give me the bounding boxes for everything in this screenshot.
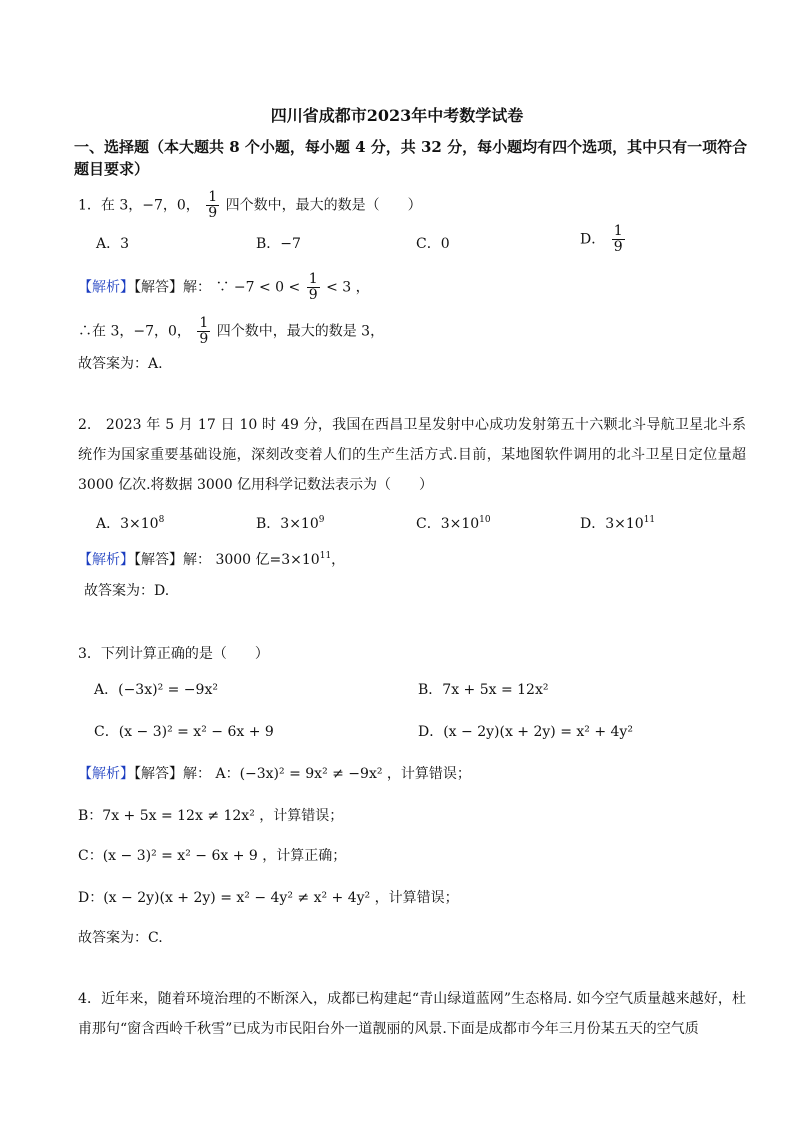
jieda-tag: 【解答】解： [134, 279, 211, 296]
opt-label: D． [580, 516, 606, 532]
q1-solution-line2 [78, 316, 384, 347]
jieda-tag: 【解答】解： [134, 766, 211, 782]
q3-sol-line-a: A：(−3x)² = 9x² ≠ −9x² ，计算错误； [215, 766, 471, 782]
frac-num: 1 [208, 189, 218, 205]
opt-base: 3×10 [280, 516, 319, 532]
q2-sol-tail: ， [331, 552, 346, 568]
q3-sol-line-d: D：(x − 2y)(x + 2y) = x² − 4y² ≠ x² + 4y² ，计算错误； [78, 890, 459, 906]
q3-sol-line-c: C：(x − 3)² = x² − 6x + 9 ，计算正确； [78, 848, 347, 864]
q1-sol-line2-pre: ∴在 3，−7，0， [78, 323, 191, 340]
q3-option-d: D．(x − 2y)(x + 2y) = x² + 4y² [418, 724, 633, 740]
q1-sol-fraction-2 [197, 316, 210, 347]
opt-base: 3×10 [120, 516, 159, 532]
q1-stem-pre: 1．在 3，−7，0， [78, 197, 200, 214]
q1-sol-line2-post: 四个数中，最大的数是 3， [216, 323, 385, 340]
q2-sol-base: 3000 亿=3×10 [215, 552, 320, 568]
opt-label: B． [256, 516, 281, 532]
opt-exp: 10 [479, 515, 491, 525]
q2-option-b [256, 514, 324, 534]
opt-base: 3×10 [440, 516, 480, 532]
q1-option-c: C．0 [416, 236, 450, 252]
q2-sol-exp: 11 [319, 551, 332, 561]
q1-option-d-fraction [612, 224, 625, 255]
jieda-tag: 【解答】解： [134, 552, 211, 568]
q2-answer: 故答案为：D. [84, 583, 170, 599]
opt-exp: 8 [158, 515, 165, 525]
frac-den: 9 [208, 205, 218, 221]
frac-den: 9 [308, 287, 318, 303]
frac-num: 1 [613, 223, 623, 239]
question-3-stem: 3．下列计算正确的是（ ） [78, 646, 269, 662]
q3-answer: 故答案为：C. [78, 930, 163, 946]
q2-option-c [416, 514, 491, 534]
q3-option-b: B．7x + 5x = 12x² [418, 682, 549, 698]
jiexi-tag: 【解析】 [78, 552, 134, 568]
frac-num: 1 [199, 315, 209, 331]
q1-option-d-label: D． [580, 231, 606, 248]
q1-option-a: A．3 [96, 236, 130, 252]
q1-stem-post: 四个数中，最大的数是（ ） [225, 197, 422, 214]
q2-option-d [580, 514, 655, 534]
question-2-stem: 2. 2023 年 5 月 17 日 10 时 49 分，我国在西昌卫星发射中心成功发射第五十六颗北斗导航卫星北斗系统作为国家重要基础设施，深刻改变着人们的生产生活方式.目前，某地图软件调用的北斗卫星日定位量超 3000 亿次.将数据 3000 亿用科学记数法表示为（ ） [78, 417, 746, 493]
section-heading: 一、选择题（本大题共 8 个小题，每小题 4 分，共 32 分，每小题均有四个选项，其中只有一项符合题目要求） [74, 138, 748, 178]
jiexi-tag: 【解析】 [78, 279, 134, 296]
opt-exp: 9 [318, 515, 325, 525]
frac-num: 1 [308, 271, 318, 287]
q2-solution-line1 [78, 550, 345, 570]
q1-option-b: B．−7 [256, 236, 301, 252]
q1-sol-line1-pre: ∵ −7 < 0 < [215, 279, 301, 296]
opt-label: A． [96, 516, 121, 532]
q2-option-a [96, 514, 164, 534]
frac-den: 9 [199, 331, 209, 347]
opt-base: 3×10 [605, 516, 644, 532]
q1-sol-line1-post: < 3 ， [326, 279, 370, 296]
q1-option-d [580, 224, 627, 255]
q1-fraction [206, 190, 219, 221]
question-1-stem [78, 190, 422, 221]
q3-solution-line1 [78, 764, 471, 784]
q3-sol-line-b: B：7x + 5x = 12x ≠ 12x² ，计算错误； [78, 808, 344, 824]
page-title: 四川省成都市2023年中考数学试卷 [270, 106, 524, 125]
q3-option-a: A．(−3x)² = −9x² [94, 682, 218, 698]
q3-option-c: C．(x − 3)² = x² − 6x + 9 [94, 724, 274, 740]
frac-den: 9 [613, 239, 623, 255]
opt-label: C． [416, 516, 441, 532]
q1-sol-fraction [307, 272, 320, 303]
opt-exp: 11 [643, 515, 656, 525]
question-4-stem: 4．近年来，随着环境治理的不断深入，成都已构建起“青山绿道蓝网”生态格局. 如今空气质量越来越好，杜甫那句“窗含西岭千秋雪”已成为市民阳台外一道靓丽的风景.下面是成都市今年三月份某五天的空气质 [78, 991, 746, 1037]
jiexi-tag: 【解析】 [78, 766, 134, 782]
q1-answer: 故答案为：A. [78, 356, 163, 372]
q1-solution-line1 [78, 272, 370, 303]
